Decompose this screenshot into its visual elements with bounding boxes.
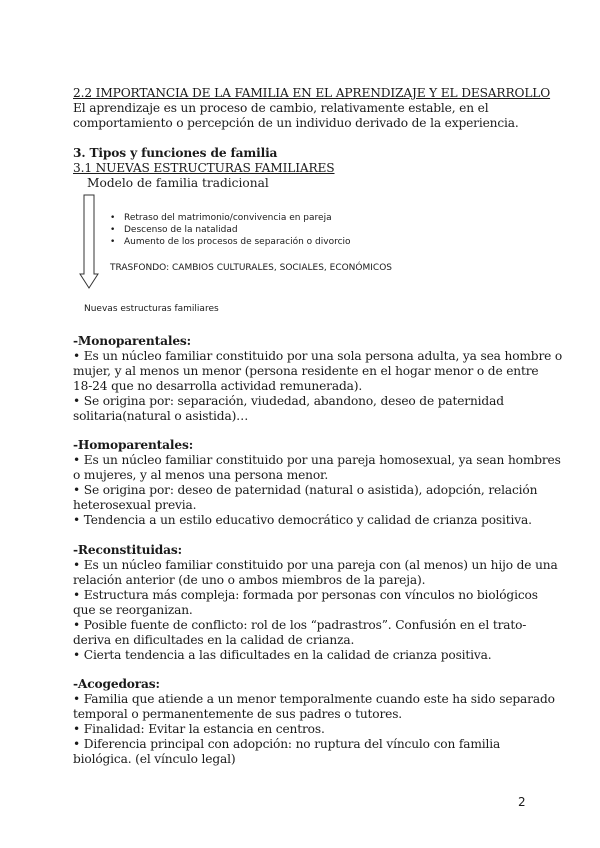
acogedoras-line: temporal o permanentemente de sus padres o tutores.	[73, 707, 403, 721]
acogedoras-line: • Diferencia principal con adopción: no ruptura del vínculo con familia	[73, 737, 501, 751]
monoparentales-line: • Se origina por: separación, viudedad, abandono, deseo de paternidad	[73, 394, 504, 408]
homoparentales-heading: -Homoparentales:	[73, 438, 194, 452]
reconstituidas-line: relación anterior (de uno o ambos miembros de la pareja).	[73, 573, 426, 587]
diagram-bottom-label: Nuevas estructuras familiares	[84, 304, 219, 314]
section-3	[73, 146, 543, 176]
section-3-title: 3. Tipos y funciones de familia	[73, 146, 278, 160]
diagram-trasfondo: TRASFONDO: CAMBIOS CULTURALES, SOCIALES, ECONÓMICOS	[110, 263, 393, 273]
section-2-2-line: comportamiento o percepción de un individuo derivado de la experiencia.	[73, 116, 519, 130]
reconstituidas-line: • Posible fuente de conflicto: rol de los “padrastros”. Confusión en el trato-	[73, 618, 527, 632]
reconstituidas-line: • Cierta tendencia a las dificultades en la calidad de crianza positiva.	[73, 648, 492, 662]
homoparentales-line: heterosexual previa.	[73, 498, 197, 512]
diagram-bullet: • Descenso de la natalidad	[110, 224, 351, 236]
reconstituidas-heading: -Reconstituidas:	[73, 543, 182, 557]
diagram-bullet: • Retraso del matrimonio/convivencia en pareja	[110, 212, 351, 224]
homoparentales-section	[73, 438, 561, 528]
reconstituidas-line: • Estructura más compleja: formada por personas con vínculos no biológicos	[73, 588, 538, 602]
reconstituidas-line: deriva en dificultades en la calidad de crianza.	[73, 633, 355, 647]
reconstituidas-line: que se reorganizan.	[73, 603, 193, 617]
diagram-top-label: Modelo de familia tradicional	[87, 176, 269, 190]
homoparentales-line: • Es un núcleo familiar constituido por una pareja homosexual, ya sean hombres	[73, 453, 561, 467]
reconstituidas-line: • Es un núcleo familiar constituido por una pareja con (al menos) un hijo de una	[73, 558, 558, 572]
acogedoras-heading: -Acogedoras:	[73, 677, 160, 691]
page-number: 2	[518, 795, 526, 809]
section-2-2-title: 2.2 IMPORTANCIA DE LA FAMILIA EN EL APRENDIZAJE Y EL DESARROLLO	[73, 86, 551, 100]
section-2-2-line: El aprendizaje es un proceso de cambio, relativamente estable, en el	[73, 101, 489, 115]
acogedoras-section	[73, 677, 555, 767]
reconstituidas-section	[73, 543, 558, 663]
monoparentales-line: mujer, y al menos un menor (persona residente en el hogar menor o de entre	[73, 364, 539, 378]
homoparentales-line: o mujeres, y al menos una persona menor.	[73, 468, 329, 482]
acogedoras-line: • Finalidad: Evitar la estancia en centros.	[73, 722, 325, 736]
monoparentales-line: 18-24 que no desarrolla actividad remunerada).	[73, 379, 363, 393]
diagram-bullet: • Aumento de los procesos de separación o divorcio	[110, 236, 351, 248]
section-3-1-subtitle: 3.1 NUEVAS ESTRUCTURAS FAMILIARES	[73, 161, 335, 175]
down-arrow-icon	[78, 194, 100, 290]
monoparentales-line: solitaria(natural o asistida)…	[73, 409, 249, 423]
monoparentales-section	[73, 334, 563, 424]
diagram-bullet-list	[110, 212, 351, 248]
monoparentales-line: • Es un núcleo familiar constituido por una sola persona adulta, ya sea hombre o	[73, 349, 563, 363]
monoparentales-heading: -Monoparentales:	[73, 334, 191, 348]
section-2-2	[73, 86, 551, 131]
acogedoras-line: biológica. (el vínculo legal)	[73, 752, 236, 766]
homoparentales-line: • Tendencia a un estilo educativo democrático y calidad de crianza positiva.	[73, 513, 532, 527]
homoparentales-line: • Se origina por: deseo de paternidad (natural o asistida), adopción, relación	[73, 483, 538, 497]
acogedoras-line: • Familia que atiende a un menor temporalmente cuando este ha sido separado	[73, 692, 555, 706]
